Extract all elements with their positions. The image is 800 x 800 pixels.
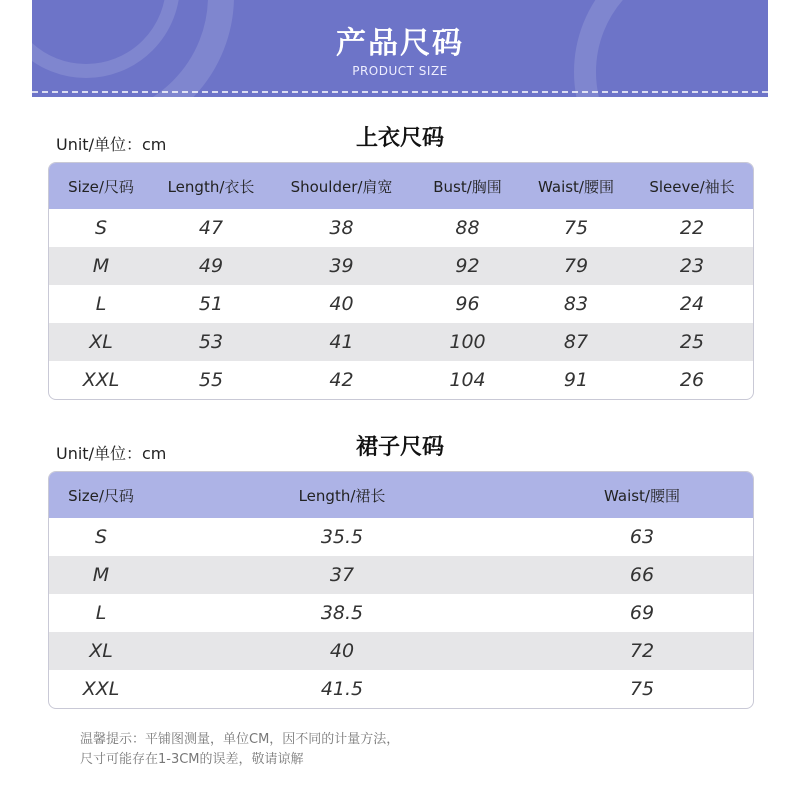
table-header-row — [49, 163, 753, 209]
table-row — [49, 247, 753, 285]
shoulder-cell: 40 — [329, 293, 354, 315]
size-cell: XXL — [82, 678, 120, 700]
length-cell: 38.5 — [320, 602, 364, 624]
shoulder-cell: 41 — [329, 331, 354, 353]
table-row — [49, 594, 753, 632]
size-cell: L — [95, 602, 107, 624]
banner-title: 产品尺码 — [336, 26, 464, 61]
size-cell: M — [92, 255, 110, 277]
size-cell: XL — [89, 640, 113, 662]
table-row — [49, 670, 753, 708]
column-header-shoulder: Shoulder/肩宽 — [290, 177, 393, 196]
column-header-size: Size/尺码 — [68, 177, 134, 196]
size-cell: XXL — [82, 369, 120, 391]
waist-cell: 83 — [563, 293, 589, 315]
shoulder-cell: 42 — [329, 369, 354, 391]
length-cell: 35.5 — [320, 526, 364, 548]
skirt-section-title: 裙子尺码 — [355, 435, 444, 460]
size-cell: L — [95, 293, 107, 315]
bust-cell: 100 — [449, 331, 486, 353]
size-cell: M — [92, 564, 110, 586]
table-row — [49, 209, 753, 247]
column-header-size: Size/尺码 — [68, 486, 134, 505]
stitch-divider — [32, 91, 768, 93]
size-cell: S — [94, 526, 108, 548]
table-row — [49, 323, 753, 361]
bust-cell: 96 — [455, 293, 480, 315]
waist-cell: 79 — [563, 255, 589, 277]
measurement-note-line-1: 温馨提示：平铺图测量，单位CM，因不同的计量方法， — [80, 732, 400, 747]
length-cell: 40 — [329, 640, 355, 662]
sleeve-cell: 26 — [679, 369, 705, 391]
sleeve-cell: 24 — [679, 293, 705, 315]
tops-unit-label: Unit/单位：cm — [56, 135, 167, 154]
table-row — [49, 285, 753, 323]
banner-subtitle: PRODUCT SIZE — [352, 64, 448, 78]
tops-section-title: 上衣尺码 — [355, 126, 444, 151]
length-cell: 49 — [198, 255, 224, 277]
measurement-note-line-2: 尺寸可能存在1-3CM的误差，敬请谅解 — [80, 752, 304, 767]
length-cell: 47 — [198, 217, 224, 239]
sleeve-cell: 23 — [679, 255, 705, 277]
shoulder-cell: 39 — [329, 255, 354, 277]
waist-cell: 63 — [629, 526, 655, 548]
bust-cell: 92 — [455, 255, 480, 277]
waist-cell: 66 — [629, 564, 655, 586]
length-cell: 55 — [198, 369, 224, 391]
column-header-sleeve: Sleeve/袖长 — [649, 177, 735, 196]
header-banner — [32, 0, 768, 97]
sleeve-cell: 25 — [679, 331, 705, 353]
column-header-waist: Waist/腰围 — [604, 486, 680, 505]
length-cell: 51 — [198, 293, 224, 315]
waist-cell: 75 — [563, 217, 589, 239]
bust-cell: 88 — [455, 217, 480, 239]
tops-size-table — [48, 162, 754, 400]
bust-cell: 104 — [449, 369, 486, 391]
column-header-bust: Bust/胸围 — [433, 177, 502, 196]
table-row — [49, 556, 753, 594]
waist-cell: 91 — [563, 369, 589, 391]
waist-cell: 87 — [563, 331, 589, 353]
sleeve-cell: 22 — [679, 217, 705, 239]
length-cell: 53 — [198, 331, 224, 353]
shoulder-cell: 38 — [329, 217, 354, 239]
column-header-length: Length/裙长 — [298, 486, 386, 505]
length-cell: 41.5 — [320, 678, 364, 700]
size-cell: S — [94, 217, 108, 239]
waist-cell: 69 — [629, 602, 655, 624]
waist-cell: 72 — [629, 640, 655, 662]
skirt-size-table — [48, 471, 754, 709]
table-row — [49, 632, 753, 670]
table-row — [49, 518, 753, 556]
size-cell: XL — [89, 331, 113, 353]
column-header-length: Length/衣长 — [167, 177, 255, 196]
table-row — [49, 361, 753, 399]
length-cell: 37 — [329, 564, 355, 586]
column-header-waist: Waist/腰围 — [538, 177, 614, 196]
skirt-unit-label: Unit/单位：cm — [56, 444, 167, 463]
table-header-row — [49, 472, 753, 518]
waist-cell: 75 — [629, 678, 655, 700]
